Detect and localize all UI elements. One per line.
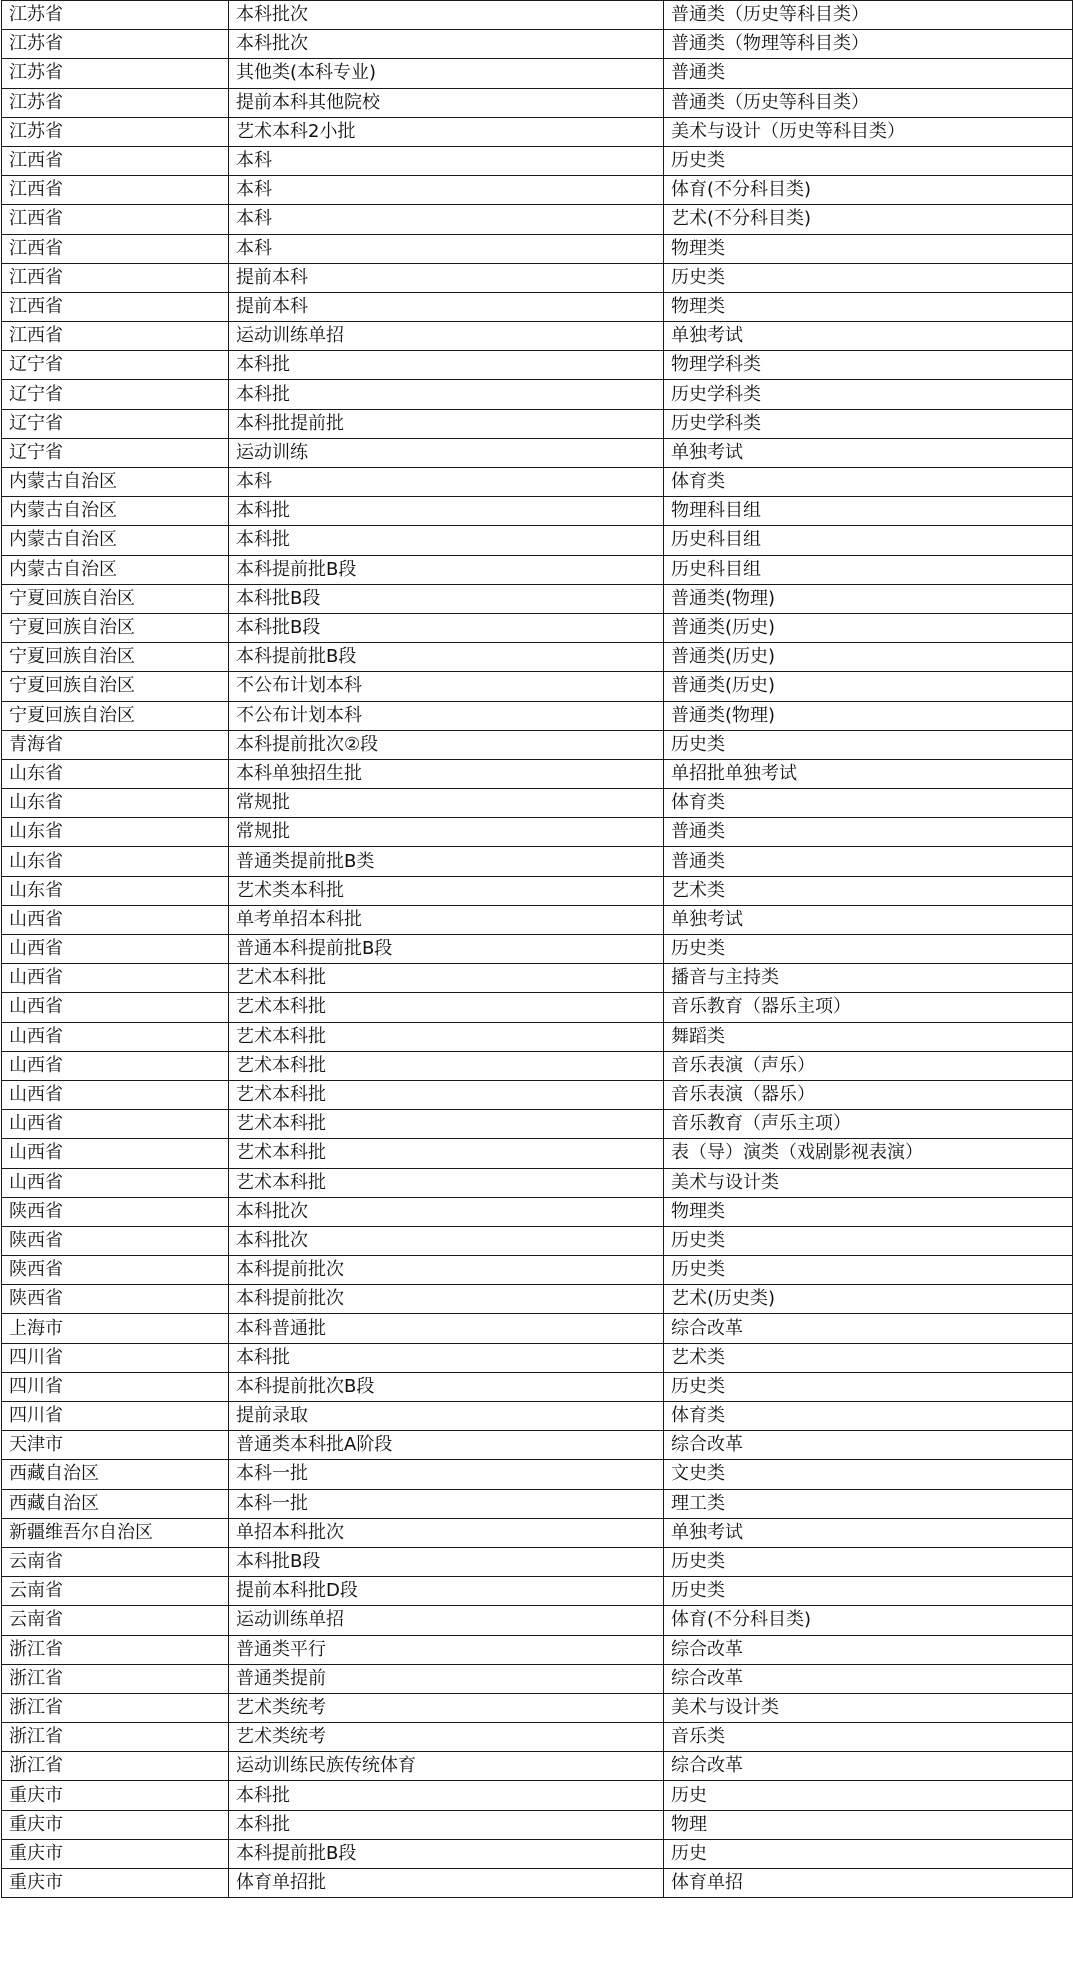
table-row [2, 1256, 1073, 1285]
batch-cell: 艺术本科批 [229, 1080, 664, 1109]
batch-cell: 本科一批 [229, 1489, 664, 1518]
province-cell: 浙江省 [2, 1723, 229, 1752]
table-row [2, 409, 1073, 438]
batch-cell: 本科提前批次 [229, 1285, 664, 1314]
table-row [2, 351, 1073, 380]
table-row [2, 730, 1073, 759]
category-cell: 体育(不分科目类) [664, 1606, 1073, 1635]
batch-cell: 本科提前批B段 [229, 1839, 664, 1868]
table-row [2, 672, 1073, 701]
table-row [2, 1664, 1073, 1693]
province-cell: 江西省 [2, 146, 229, 175]
table-row [2, 1693, 1073, 1722]
batch-cell: 艺术本科2小批 [229, 117, 664, 146]
table-row [2, 526, 1073, 555]
table-row [2, 1314, 1073, 1343]
batch-cell: 普通类提前 [229, 1664, 664, 1693]
table-row [2, 1431, 1073, 1460]
category-cell: 音乐表演（器乐） [664, 1080, 1073, 1109]
batch-cell: 其他类(本科专业) [229, 59, 664, 88]
province-cell: 山东省 [2, 759, 229, 788]
province-cell: 宁夏回族自治区 [2, 613, 229, 642]
province-cell: 山西省 [2, 1051, 229, 1080]
table-row [2, 1839, 1073, 1868]
category-cell: 单独考试 [664, 905, 1073, 934]
province-cell: 内蒙古自治区 [2, 555, 229, 584]
province-cell: 内蒙古自治区 [2, 497, 229, 526]
batch-cell: 艺术本科批 [229, 1051, 664, 1080]
category-cell: 综合改革 [664, 1635, 1073, 1664]
category-cell: 艺术(历史类) [664, 1285, 1073, 1314]
province-cell: 山东省 [2, 876, 229, 905]
table-row [2, 701, 1073, 730]
category-cell: 综合改革 [664, 1431, 1073, 1460]
province-cell: 西藏自治区 [2, 1489, 229, 1518]
batch-cell: 本科批 [229, 380, 664, 409]
batch-cell: 本科 [229, 205, 664, 234]
category-cell: 历史学科类 [664, 380, 1073, 409]
category-cell: 艺术类 [664, 876, 1073, 905]
province-cell: 云南省 [2, 1547, 229, 1576]
category-cell: 美术与设计类 [664, 1168, 1073, 1197]
batch-cell: 艺术类统考 [229, 1693, 664, 1722]
batch-cell: 常规批 [229, 818, 664, 847]
table-row [2, 438, 1073, 467]
category-cell: 普通类(历史) [664, 672, 1073, 701]
category-cell: 普通类(物理) [664, 584, 1073, 613]
table-row [2, 905, 1073, 934]
table-row [2, 1489, 1073, 1518]
batch-cell: 艺术本科批 [229, 1022, 664, 1051]
province-cell: 山西省 [2, 905, 229, 934]
table-row [2, 1723, 1073, 1752]
admission-table [1, 0, 1073, 1898]
province-cell: 重庆市 [2, 1781, 229, 1810]
province-cell: 宁夏回族自治区 [2, 701, 229, 730]
province-cell: 浙江省 [2, 1752, 229, 1781]
category-cell: 综合改革 [664, 1664, 1073, 1693]
batch-cell: 本科批B段 [229, 1547, 664, 1576]
category-cell: 美术与设计类 [664, 1693, 1073, 1722]
table-row [2, 789, 1073, 818]
category-cell: 历史类 [664, 1547, 1073, 1576]
batch-cell: 本科批 [229, 497, 664, 526]
batch-cell: 本科批B段 [229, 584, 664, 613]
province-cell: 江西省 [2, 234, 229, 263]
province-cell: 天津市 [2, 1431, 229, 1460]
table-row [2, 1810, 1073, 1839]
table-row [2, 1, 1073, 30]
batch-cell: 运动训练单招 [229, 1606, 664, 1635]
category-cell: 历史类 [664, 263, 1073, 292]
batch-cell: 本科批 [229, 1810, 664, 1839]
batch-cell: 本科批次 [229, 1197, 664, 1226]
batch-cell: 本科批提前批 [229, 409, 664, 438]
province-cell: 陕西省 [2, 1226, 229, 1255]
table-row [2, 993, 1073, 1022]
batch-cell: 艺术本科批 [229, 1110, 664, 1139]
category-cell: 体育类 [664, 1402, 1073, 1431]
category-cell: 体育(不分科目类) [664, 176, 1073, 205]
batch-cell: 提前录取 [229, 1402, 664, 1431]
province-cell: 云南省 [2, 1577, 229, 1606]
province-cell: 四川省 [2, 1372, 229, 1401]
table-row [2, 759, 1073, 788]
category-cell: 普通类 [664, 818, 1073, 847]
table-row [2, 1402, 1073, 1431]
province-cell: 江西省 [2, 205, 229, 234]
batch-cell: 普通本科提前批B段 [229, 935, 664, 964]
category-cell: 历史 [664, 1839, 1073, 1868]
category-cell: 物理类 [664, 292, 1073, 321]
batch-cell: 本科批次 [229, 1, 664, 30]
batch-cell: 本科提前批B段 [229, 555, 664, 584]
province-cell: 辽宁省 [2, 438, 229, 467]
table-row [2, 1577, 1073, 1606]
table-row [2, 1869, 1073, 1898]
category-cell: 历史类 [664, 1372, 1073, 1401]
batch-cell: 不公布计划本科 [229, 701, 664, 730]
table-row [2, 1110, 1073, 1139]
province-cell: 江西省 [2, 322, 229, 351]
batch-cell: 艺术类本科批 [229, 876, 664, 905]
table-row [2, 555, 1073, 584]
table-row [2, 1197, 1073, 1226]
province-cell: 四川省 [2, 1402, 229, 1431]
table-row [2, 1080, 1073, 1109]
table-row [2, 643, 1073, 672]
batch-cell: 艺术本科批 [229, 1168, 664, 1197]
batch-cell: 艺术类统考 [229, 1723, 664, 1752]
batch-cell: 不公布计划本科 [229, 672, 664, 701]
category-cell: 普通类(历史) [664, 643, 1073, 672]
table-row [2, 1518, 1073, 1547]
table-row [2, 30, 1073, 59]
table-row [2, 1752, 1073, 1781]
category-cell: 历史 [664, 1781, 1073, 1810]
province-cell: 江西省 [2, 292, 229, 321]
batch-cell: 提前本科其他院校 [229, 88, 664, 117]
batch-cell: 本科提前批次②段 [229, 730, 664, 759]
batch-cell: 本科批B段 [229, 613, 664, 642]
table-row [2, 1781, 1073, 1810]
batch-cell: 单考单招本科批 [229, 905, 664, 934]
category-cell: 综合改革 [664, 1752, 1073, 1781]
category-cell: 历史类 [664, 935, 1073, 964]
batch-cell: 本科批 [229, 351, 664, 380]
category-cell: 音乐教育（声乐主项） [664, 1110, 1073, 1139]
batch-cell: 本科普通批 [229, 1314, 664, 1343]
table-row [2, 1635, 1073, 1664]
table-row [2, 1168, 1073, 1197]
table-row [2, 497, 1073, 526]
province-cell: 江西省 [2, 176, 229, 205]
province-cell: 内蒙古自治区 [2, 526, 229, 555]
province-cell: 内蒙古自治区 [2, 468, 229, 497]
province-cell: 陕西省 [2, 1256, 229, 1285]
category-cell: 艺术(不分科目类) [664, 205, 1073, 234]
batch-cell: 运动训练 [229, 438, 664, 467]
category-cell: 单独考试 [664, 1518, 1073, 1547]
category-cell: 单独考试 [664, 438, 1073, 467]
province-cell: 重庆市 [2, 1810, 229, 1839]
batch-cell: 提前本科 [229, 292, 664, 321]
province-cell: 江苏省 [2, 117, 229, 146]
batch-cell: 单招本科批次 [229, 1518, 664, 1547]
batch-cell: 本科 [229, 176, 664, 205]
province-cell: 山西省 [2, 1110, 229, 1139]
category-cell: 体育类 [664, 468, 1073, 497]
province-cell: 江苏省 [2, 59, 229, 88]
table-row [2, 146, 1073, 175]
category-cell: 物理类 [664, 1197, 1073, 1226]
province-cell: 山东省 [2, 847, 229, 876]
table-row [2, 468, 1073, 497]
category-cell: 物理 [664, 1810, 1073, 1839]
table-row [2, 1343, 1073, 1372]
table-row [2, 234, 1073, 263]
table-row [2, 1022, 1073, 1051]
province-cell: 青海省 [2, 730, 229, 759]
category-cell: 单招批单独考试 [664, 759, 1073, 788]
category-cell: 历史类 [664, 1256, 1073, 1285]
province-cell: 四川省 [2, 1343, 229, 1372]
province-cell: 山西省 [2, 964, 229, 993]
province-cell: 重庆市 [2, 1839, 229, 1868]
category-cell: 音乐教育（器乐主项） [664, 993, 1073, 1022]
category-cell: 普通类 [664, 59, 1073, 88]
table-row [2, 847, 1073, 876]
batch-cell: 本科单独招生批 [229, 759, 664, 788]
batch-cell: 提前本科 [229, 263, 664, 292]
category-cell: 综合改革 [664, 1314, 1073, 1343]
table-row [2, 176, 1073, 205]
batch-cell: 艺术本科批 [229, 993, 664, 1022]
province-cell: 宁夏回族自治区 [2, 672, 229, 701]
batch-cell: 本科提前批次B段 [229, 1372, 664, 1401]
province-cell: 宁夏回族自治区 [2, 643, 229, 672]
batch-cell: 运动训练单招 [229, 322, 664, 351]
table-row [2, 1606, 1073, 1635]
category-cell: 艺术类 [664, 1343, 1073, 1372]
province-cell: 山东省 [2, 818, 229, 847]
category-cell: 物理类 [664, 234, 1073, 263]
table-row [2, 1051, 1073, 1080]
batch-cell: 本科批 [229, 1343, 664, 1372]
province-cell: 浙江省 [2, 1635, 229, 1664]
batch-cell: 提前本科批D段 [229, 1577, 664, 1606]
province-cell: 山西省 [2, 935, 229, 964]
category-cell: 历史类 [664, 1226, 1073, 1255]
category-cell: 普通类 [664, 847, 1073, 876]
table-row [2, 88, 1073, 117]
category-cell: 文史类 [664, 1460, 1073, 1489]
category-cell: 普通类（物理等科目类） [664, 30, 1073, 59]
province-cell: 浙江省 [2, 1693, 229, 1722]
batch-cell: 本科 [229, 234, 664, 263]
province-cell: 西藏自治区 [2, 1460, 229, 1489]
table-row [2, 1285, 1073, 1314]
category-cell: 历史类 [664, 146, 1073, 175]
table-row [2, 380, 1073, 409]
table-row [2, 584, 1073, 613]
table-row [2, 292, 1073, 321]
batch-cell: 普通类提前批B类 [229, 847, 664, 876]
province-cell: 陕西省 [2, 1197, 229, 1226]
category-cell: 历史类 [664, 1577, 1073, 1606]
table-row [2, 1547, 1073, 1576]
batch-cell: 艺术本科批 [229, 1139, 664, 1168]
table-row [2, 117, 1073, 146]
batch-cell: 普通类平行 [229, 1635, 664, 1664]
province-cell: 陕西省 [2, 1285, 229, 1314]
batch-cell: 本科批次 [229, 30, 664, 59]
province-cell: 辽宁省 [2, 380, 229, 409]
province-cell: 江苏省 [2, 30, 229, 59]
table-row [2, 1372, 1073, 1401]
province-cell: 云南省 [2, 1606, 229, 1635]
table-row [2, 818, 1073, 847]
province-cell: 上海市 [2, 1314, 229, 1343]
province-cell: 江苏省 [2, 88, 229, 117]
batch-cell: 本科 [229, 468, 664, 497]
batch-cell: 运动训练民族传统体育 [229, 1752, 664, 1781]
province-cell: 江西省 [2, 263, 229, 292]
batch-cell: 艺术本科批 [229, 964, 664, 993]
batch-cell: 常规批 [229, 789, 664, 818]
province-cell: 山西省 [2, 1168, 229, 1197]
batch-cell: 本科一批 [229, 1460, 664, 1489]
category-cell: 理工类 [664, 1489, 1073, 1518]
batch-cell: 本科提前批次 [229, 1256, 664, 1285]
category-cell: 普通类(历史) [664, 613, 1073, 642]
category-cell: 普通类（历史等科目类） [664, 1, 1073, 30]
batch-cell: 本科提前批B段 [229, 643, 664, 672]
table-row [2, 59, 1073, 88]
table-row [2, 613, 1073, 642]
province-cell: 辽宁省 [2, 351, 229, 380]
category-cell: 物理科目组 [664, 497, 1073, 526]
batch-cell: 本科批 [229, 526, 664, 555]
table-row [2, 205, 1073, 234]
province-cell: 山西省 [2, 1022, 229, 1051]
table-body [2, 1, 1073, 1898]
table-row [2, 1139, 1073, 1168]
province-cell: 辽宁省 [2, 409, 229, 438]
batch-cell: 本科批次 [229, 1226, 664, 1255]
batch-cell: 本科批 [229, 1781, 664, 1810]
table-row [2, 1226, 1073, 1255]
table-row [2, 964, 1073, 993]
batch-cell: 体育单招批 [229, 1869, 664, 1898]
province-cell: 浙江省 [2, 1664, 229, 1693]
category-cell: 历史科目组 [664, 526, 1073, 555]
category-cell: 体育类 [664, 789, 1073, 818]
table-row [2, 322, 1073, 351]
category-cell: 舞蹈类 [664, 1022, 1073, 1051]
category-cell: 历史学科类 [664, 409, 1073, 438]
category-cell: 表（导）演类（戏剧影视表演） [664, 1139, 1073, 1168]
province-cell: 江苏省 [2, 1, 229, 30]
category-cell: 普通类(物理) [664, 701, 1073, 730]
province-cell: 重庆市 [2, 1869, 229, 1898]
province-cell: 山西省 [2, 1080, 229, 1109]
category-cell: 美术与设计（历史等科目类） [664, 117, 1073, 146]
category-cell: 单独考试 [664, 322, 1073, 351]
province-cell: 山西省 [2, 1139, 229, 1168]
table-row [2, 935, 1073, 964]
province-cell: 新疆维吾尔自治区 [2, 1518, 229, 1547]
table-row [2, 876, 1073, 905]
table-row [2, 263, 1073, 292]
batch-cell: 普通类本科批A阶段 [229, 1431, 664, 1460]
category-cell: 播音与主持类 [664, 964, 1073, 993]
province-cell: 宁夏回族自治区 [2, 584, 229, 613]
category-cell: 音乐类 [664, 1723, 1073, 1752]
category-cell: 历史类 [664, 730, 1073, 759]
batch-cell: 本科 [229, 146, 664, 175]
category-cell: 音乐表演（声乐） [664, 1051, 1073, 1080]
province-cell: 山西省 [2, 993, 229, 1022]
category-cell: 物理学科类 [664, 351, 1073, 380]
category-cell: 普通类（历史等科目类） [664, 88, 1073, 117]
category-cell: 体育单招 [664, 1869, 1073, 1898]
category-cell: 历史科目组 [664, 555, 1073, 584]
table-row [2, 1460, 1073, 1489]
province-cell: 山东省 [2, 789, 229, 818]
